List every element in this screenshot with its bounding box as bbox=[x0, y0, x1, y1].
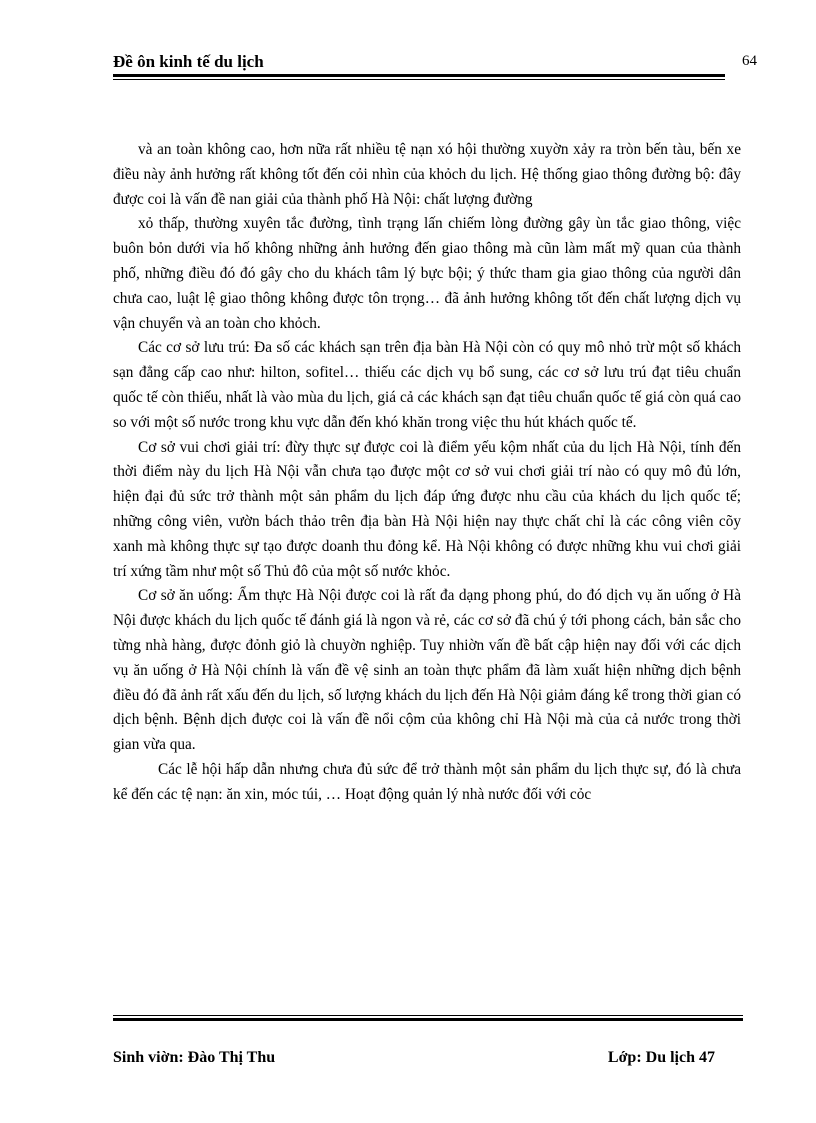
paragraph-transport-safety: và an toàn không cao, hơn nữa rất nhiều tệ nạn xó hội thường xuyờn xảy ra tròn bến tàu, bến xe điều này ảnh hưởng rất không tốt đến cỏi nhìn của khỏch du lịch. Hệ thống giao thông đường bộ: đây được coi là vấn đề nan giải của thành phố Hà Nội: chất lượng đường bbox=[113, 141, 741, 208]
paragraph-dining: Cơ sở ăn uống: Ẩm thực Hà Nội được coi là rất đa dạng phong phú, do đó dịch vụ ăn uống ở Hà Nội được khách du lịch quốc tế đánh giá là ngon và rẻ, các cơ sở đã chú ý tới phong cách, bản sắc cho từng nhà hàng, được đỏnh giỏ là chuyờn nghiệp. Tuy nhiờn vấn đề bất cập hiện nay đối với các dịch vụ ăn uống ở Hà Nội chính là vấn đề vệ sinh an toàn thực phẩm đã làm xuất hiện những dịch bệnh điều đó đã ảnh rất xấu đến du lịch, số lượng khách du lịch đến Hà Nội giảm đáng kể trong thời gian có dịch bệnh. Bệnh dịch được coi là vấn đề nổi cộm của không chỉ Hà Nội mà của cả nước trong thời gian vừa qua. bbox=[113, 587, 741, 754]
footer-class: Lớp: Du lịch 47 bbox=[607, 1049, 715, 1066]
document-body bbox=[113, 138, 741, 808]
footer-rule-thin bbox=[113, 1015, 743, 1016]
page-number: 64 bbox=[742, 53, 757, 69]
page-header bbox=[113, 50, 757, 82]
header-rule-thick bbox=[113, 74, 725, 77]
paragraph-accommodation: Các cơ sở lưu trú: Đa số các khách sạn trên địa bàn Hà Nội còn có quy mô nhỏ trừ một số khách sạn đẳng cấp cao như: hilton, sofitel… thiếu các dịch vụ bổ sung, các cơ sở lưu trú đạt tiêu chuẩn quốc tế còn thiếu, nhất là vào mùa du lịch, giá cả các khách sạn đạt tiêu chuẩn quốc tế giá còn quá cao so với một số nước trong khu vực dẫn đến khó khăn trong việc thu hút khách quốc tế. bbox=[113, 339, 741, 431]
header-title: Đề ôn kinh tế du lịch bbox=[113, 52, 264, 71]
page-footer bbox=[113, 1015, 743, 1075]
paragraph-entertainment: Cơ sở vui chơi giải trí: đừy thực sự được coi là điểm yếu kộm nhất của du lịch Hà Nội, tính đến thời điểm này du lịch Hà Nội vẫn chưa tạo được một cơ sở vui chơi giải trí nào có quy mô đủ lớn, hiện đại đủ sức trở thành một sản phẩm du lịch đáp ứng được nhu cầu của khách du lịch quốc tế; những công viên, vườn bách thảo trên địa bàn Hà Nội hiện nay thực chất chỉ là các công viên cõy xanh mà không thực sự tạo được doanh thu đỏng kể. Hà Nội không có được những khu vui chơi giải trí xứng tầm như một số Thủ đô của một số nước khỏc. bbox=[113, 438, 741, 580]
footer-student-name: Sinh viờn: Đào Thị Thu bbox=[113, 1049, 276, 1066]
footer-rule-thick bbox=[113, 1018, 743, 1021]
paragraph-road-traffic: xỏ thấp, thường xuyên tắc đường, tình trạng lấn chiếm lòng đường gây ùn tắc giao thông, việc buôn bỏn dưới vỉa hố không những ảnh hưởng đến giao thông mà cũn làm mất mỹ quan của thành phố, những điều đó đó gây cho du khách tâm lý bực bội; ý thức tham gia giao thông của người dân chưa cao, luật lệ giao thông không được tôn trọng… đã ảnh hưởng không tốt đến chất lượng dịch vụ vận chuyển và an toàn cho khỏch. bbox=[113, 215, 741, 332]
header-rule-thin bbox=[113, 79, 725, 80]
paragraph-festivals: Các lễ hội hấp dẫn nhưng chưa đủ sức để trở thành một sản phẩm du lịch thực sự, đó là chưa kể đến các tệ nạn: ăn xin, móc túi, … Hoạt động quản lý nhà nước đối với cỏc bbox=[113, 760, 741, 803]
